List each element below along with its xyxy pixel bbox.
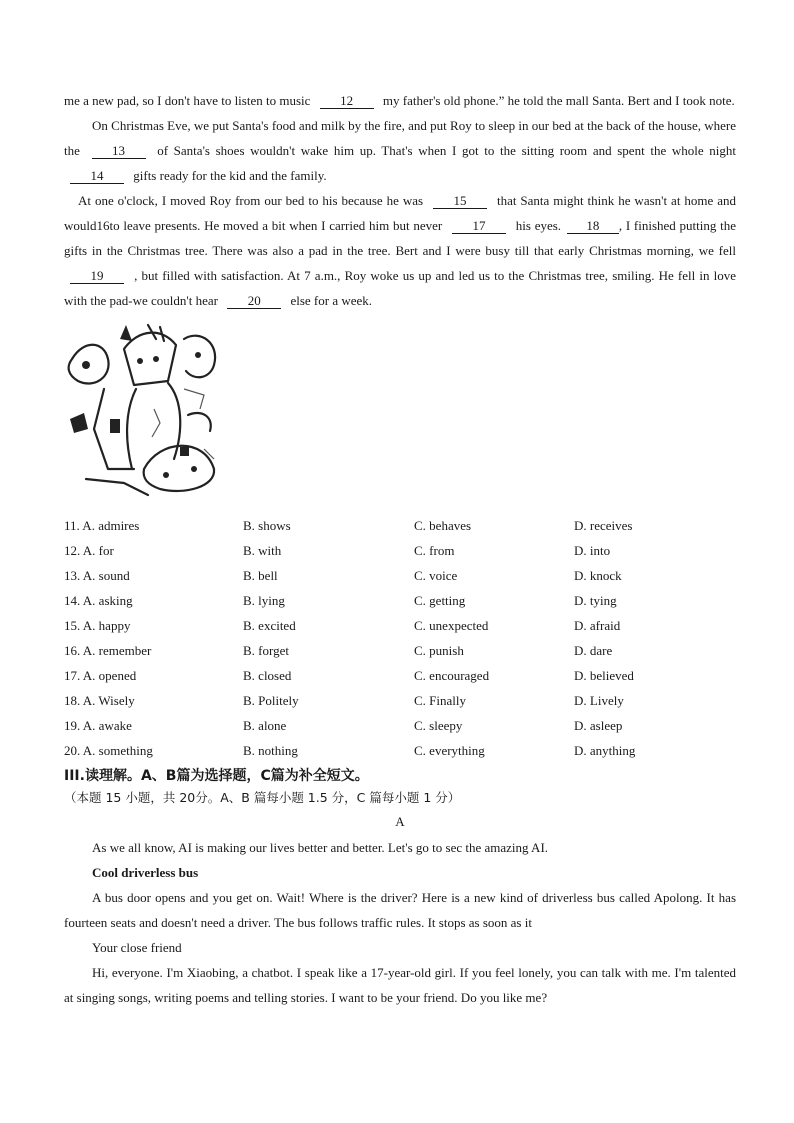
part-label: A xyxy=(395,814,405,829)
option-a[interactable]: 18. A. Wisely xyxy=(64,693,135,708)
section-title: III.读理解。A、B篇为选择题，C篇为补全短文。 xyxy=(64,768,369,784)
option-d[interactable]: D. knock xyxy=(574,568,622,583)
blank-20[interactable]: 20 xyxy=(227,293,281,309)
passage-text: that Santa might think he wasn't at home and would16to leave presents. He moved a bit when I carried him but never xyxy=(64,193,736,233)
option-row xyxy=(64,538,736,563)
option-d[interactable]: D. Lively xyxy=(574,693,624,708)
option-c[interactable]: C. behaves xyxy=(414,518,472,533)
option-row xyxy=(64,588,736,613)
option-row xyxy=(64,713,736,738)
option-row xyxy=(64,563,736,588)
option-d[interactable]: D. anything xyxy=(574,743,636,758)
passage-text: gifts ready for the kid and the family. xyxy=(133,168,327,183)
option-row xyxy=(64,513,736,538)
option-c[interactable]: C. everything xyxy=(414,743,485,758)
passage-text: his eyes. xyxy=(515,218,562,233)
reading-heading-bus: Cool driverless bus xyxy=(92,865,199,880)
option-d[interactable]: D. receives xyxy=(574,518,633,533)
passage-paragraph-3 xyxy=(64,188,736,313)
option-b[interactable]: B. lying xyxy=(243,593,285,608)
option-c[interactable]: C. punish xyxy=(414,643,464,658)
section-note: （本题 15 小题，共 20分。A、B 篇每小题 1.5 分，C 篇每小题 1 分） xyxy=(64,790,461,805)
option-b[interactable]: B. nothing xyxy=(243,743,298,758)
passage-paragraph-1 xyxy=(64,88,736,113)
blank-17[interactable]: 17 xyxy=(452,218,506,234)
option-d[interactable]: D. asleep xyxy=(574,718,623,733)
reading-heading-friend: Your close friend xyxy=(92,940,182,955)
passage-text: of Santa's shoes wouldn't wake him up. That's when I got to the sitting room and spent the whole night xyxy=(157,143,737,158)
option-c[interactable]: C. encouraged xyxy=(414,668,490,683)
santa-illustration xyxy=(64,319,226,499)
worksheet-page xyxy=(64,88,736,1010)
option-c[interactable]: C. getting xyxy=(414,593,466,608)
option-b[interactable]: B. excited xyxy=(243,618,296,633)
option-b[interactable]: B. shows xyxy=(243,518,291,533)
passage-text: my father's old phone.” he told the mall Santa. Bert and I took note. xyxy=(382,93,735,108)
option-c[interactable]: C. Finally xyxy=(414,693,467,708)
passage-text: else for a week. xyxy=(290,293,373,308)
option-c[interactable]: C. sleepy xyxy=(414,718,463,733)
option-a[interactable]: 19. A. awake xyxy=(64,718,132,733)
option-b[interactable]: B. bell xyxy=(243,568,278,583)
passage-text: me a new pad, so I don't have to listen to music xyxy=(64,93,311,108)
reading-paragraph-bus: A bus door opens and you get on. Wait! Where is the driver? Here is a new kind of driverless bus called Apolong. It has fourteen seats and doesn't need a driver. The bus follows traffic rules. It stops as soon as it xyxy=(64,890,736,930)
option-a[interactable]: 20. A. something xyxy=(64,743,153,758)
option-row xyxy=(64,613,736,638)
passage-text: On Christmas Eve, we put Santa's food and milk by the fire, and put Roy to sleep in our bed at the back of the house, where the xyxy=(64,118,736,158)
blank-14[interactable]: 14 xyxy=(70,168,124,184)
option-a[interactable]: 13. A. sound xyxy=(64,568,130,583)
option-a[interactable]: 15. A. happy xyxy=(64,618,131,633)
blank-18[interactable]: 18 xyxy=(567,218,619,234)
option-a[interactable]: 12. A. for xyxy=(64,543,114,558)
option-b[interactable]: B. with xyxy=(243,543,282,558)
reading-intro: As we all know, AI is making our lives better and better. Let's go to sec the amazing AI. xyxy=(92,840,549,855)
blank-15[interactable]: 15 xyxy=(433,193,487,209)
option-a[interactable]: 14. A. asking xyxy=(64,593,133,608)
option-d[interactable]: D. believed xyxy=(574,668,634,683)
option-row xyxy=(64,663,736,688)
option-a[interactable]: 16. A. remember xyxy=(64,643,152,658)
option-b[interactable]: B. closed xyxy=(243,668,292,683)
option-c[interactable]: C. unexpected xyxy=(414,618,489,633)
option-c[interactable]: C. from xyxy=(414,543,455,558)
option-a[interactable]: 17. A. opened xyxy=(64,668,137,683)
option-row xyxy=(64,688,736,713)
blank-19[interactable]: 19 xyxy=(70,268,124,284)
blank-13[interactable]: 13 xyxy=(92,143,146,159)
option-d[interactable]: D. tying xyxy=(574,593,617,608)
option-b[interactable]: B. forget xyxy=(243,643,289,658)
option-b[interactable]: B. Politely xyxy=(243,693,299,708)
passage-text: At one o'clock, I moved Roy from our bed to his because he was xyxy=(78,193,424,208)
option-d[interactable]: D. dare xyxy=(574,643,613,658)
option-a[interactable]: 11. A. admires xyxy=(64,518,140,533)
passage-text: , I finished putting the gifts in the Christmas tree. There was also a pad in the tree. Bert and I were busy till that early Christmas morning, we fell xyxy=(64,218,737,258)
passage-paragraph-2 xyxy=(64,113,736,188)
passage-text: , but filled with satisfaction. At 7 a.m., Roy woke us up and led us to the Christmas tree, smiling. He fell in love with the pad-we couldn't hear xyxy=(64,268,737,308)
option-b[interactable]: B. alone xyxy=(243,718,287,733)
option-row xyxy=(64,738,736,763)
option-row xyxy=(64,638,736,663)
options-table xyxy=(64,513,736,763)
option-d[interactable]: D. into xyxy=(574,543,611,558)
option-d[interactable]: D. afraid xyxy=(574,618,621,633)
blank-12[interactable]: 12 xyxy=(320,93,374,109)
option-c[interactable]: C. voice xyxy=(414,568,458,583)
reading-paragraph-friend: Hi, everyone. I'm Xiaobing, a chatbot. I speak like a 17-year-old girl. If you feel lonely, you can talk with me. I'm talented at singing songs, writing poems and telling stories. I want to be your friend. Do you like me? xyxy=(64,965,736,1005)
